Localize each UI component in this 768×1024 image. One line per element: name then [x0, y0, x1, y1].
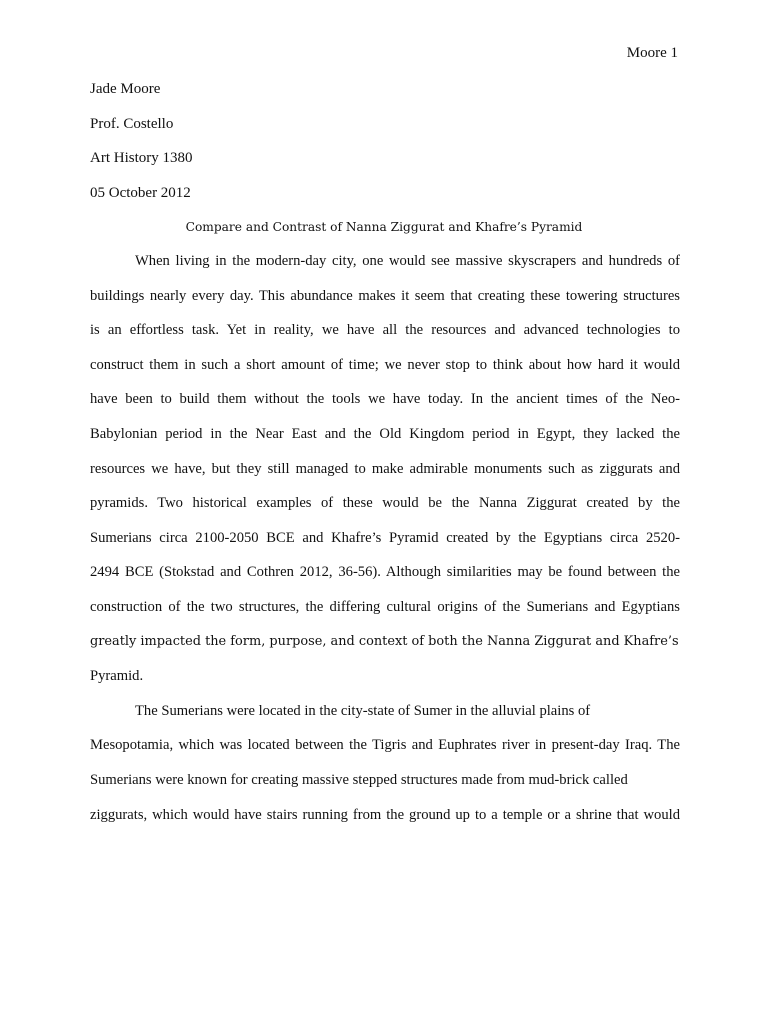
- paper-title-text: Compare and Contrast of Nanna Ziggurat and Khafre’s Pyramid: [185, 220, 583, 234]
- body-line: Sumerians circa 2100-2050 BCE and Khafre’s Pyramid created by the Egyptians circa 2520-: [90, 529, 680, 546]
- mla-heading: [90, 80, 680, 218]
- professor-name: Prof. Costello: [90, 115, 174, 132]
- body-line: Sumerians were known for creating massive stepped structures made from mud-brick called: [90, 771, 628, 788]
- course-name: Art History 1380: [90, 150, 193, 166]
- body-line: have been to build them without the tools we have today. In the ancient times of the Neo-: [90, 391, 680, 408]
- body-line: ziggurats, which would have stairs running from the ground up to a temple or a shrine that would: [90, 806, 680, 823]
- body-line: pyramids. Two historical examples of these would be the Nanna Ziggurat created by the: [90, 495, 680, 512]
- author-name: Jade Moore: [90, 81, 161, 97]
- body-line: greatly impacted the form, purpose, and context of both the Nanna Ziggurat and Khafre’s: [90, 633, 679, 649]
- body-line: Mesopotamia, which was located between the Tigris and Euphrates river in present-day Iraq. The: [90, 737, 680, 754]
- running-head: Moore 1: [626, 45, 678, 61]
- body-line: is an effortless task. Yet in reality, we have all the resources and advanced technologies to: [90, 322, 680, 339]
- body-text: [90, 252, 680, 840]
- body-line: The Sumerians were located in the city-state of Sumer in the alluvial plains of: [135, 702, 591, 719]
- body-line: construction of the two structures, the differing cultural origins of the Sumerians and Egyptians: [90, 598, 680, 615]
- paper-date: 05 October 2012: [90, 184, 191, 201]
- body-line: construct them in such a short amount of time; we never stop to think about how hard it would: [90, 356, 680, 373]
- body-line: 2494 BCE (Stokstad and Cothren 2012, 36-56). Although similarities may be found between the: [90, 564, 680, 581]
- body-line: resources we have, but they still managed to make admirable monuments such as ziggurats and: [90, 460, 680, 477]
- paper-title: [90, 218, 678, 236]
- body-line: Babylonian period in the Near East and the Old Kingdom period in Egypt, they lacked the: [90, 425, 680, 442]
- body-line: buildings nearly every day. This abundance makes it seem that creating these towering structures: [90, 287, 680, 304]
- body-line: When living in the modern-day city, one would see massive skyscrapers and hundreds of: [135, 253, 680, 269]
- body-line: Pyramid.: [90, 668, 144, 685]
